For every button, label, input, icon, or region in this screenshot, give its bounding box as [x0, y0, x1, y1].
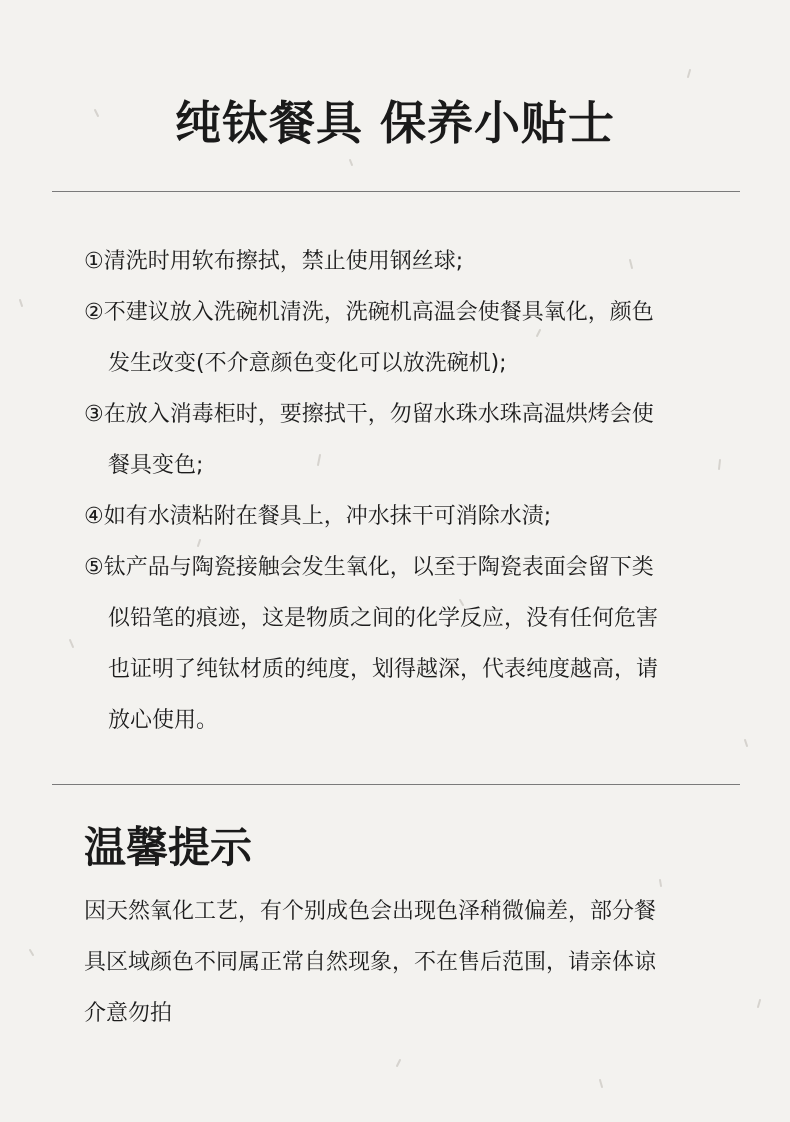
tip-line: ④如有水渍粘附在餐具上，冲水抹干可消除水渍;	[84, 504, 552, 529]
notice-line: 具区域颜色不同属正常自然现象，不在售后范围，请亲体谅	[84, 950, 657, 975]
notice-line: 因天然氧化工艺，有个别成色会出现色泽稍微偏差，部分餐	[84, 899, 657, 924]
care-tips-list	[84, 236, 724, 746]
tip-line: 放心使用。	[108, 708, 219, 733]
tip-line: ⑤钛产品与陶瓷接触会发生氧化，以至于陶瓷表面会留下类	[84, 555, 654, 580]
tip-line: ①清洗时用软布擦拭，禁止使用钢丝球;	[84, 249, 464, 274]
care-tip-4	[84, 491, 724, 542]
tip-line: 似铅笔的痕迹，这是物质之间的化学反应，没有任何危害	[108, 606, 659, 631]
care-tip-2	[84, 287, 724, 389]
tip-line: 也证明了纯钛材质的纯度，划得越深，代表纯度越高，请	[108, 657, 659, 682]
tip-line: ②不建议放入洗碗机清洗，洗碗机高温会使餐具氧化，颜色	[84, 300, 654, 325]
care-tip-3	[84, 389, 724, 491]
notice-text	[84, 886, 734, 1039]
tip-line: ③在放入消毒柜时，要擦拭干，勿留水珠水珠高温烘烤会使	[84, 402, 654, 427]
page-title: 纯钛餐具 保养小贴士	[174, 96, 615, 150]
bottom-divider	[52, 784, 740, 785]
care-tip-1	[84, 236, 724, 287]
notice-line: 介意勿拍	[84, 1001, 173, 1026]
tip-line: 餐具变色;	[108, 453, 204, 478]
top-divider	[52, 191, 740, 192]
tip-line: 发生改变(不介意颜色变化可以放洗碗机);	[108, 351, 507, 376]
care-tip-5	[84, 542, 724, 746]
notice-title: 温馨提示	[84, 823, 253, 872]
